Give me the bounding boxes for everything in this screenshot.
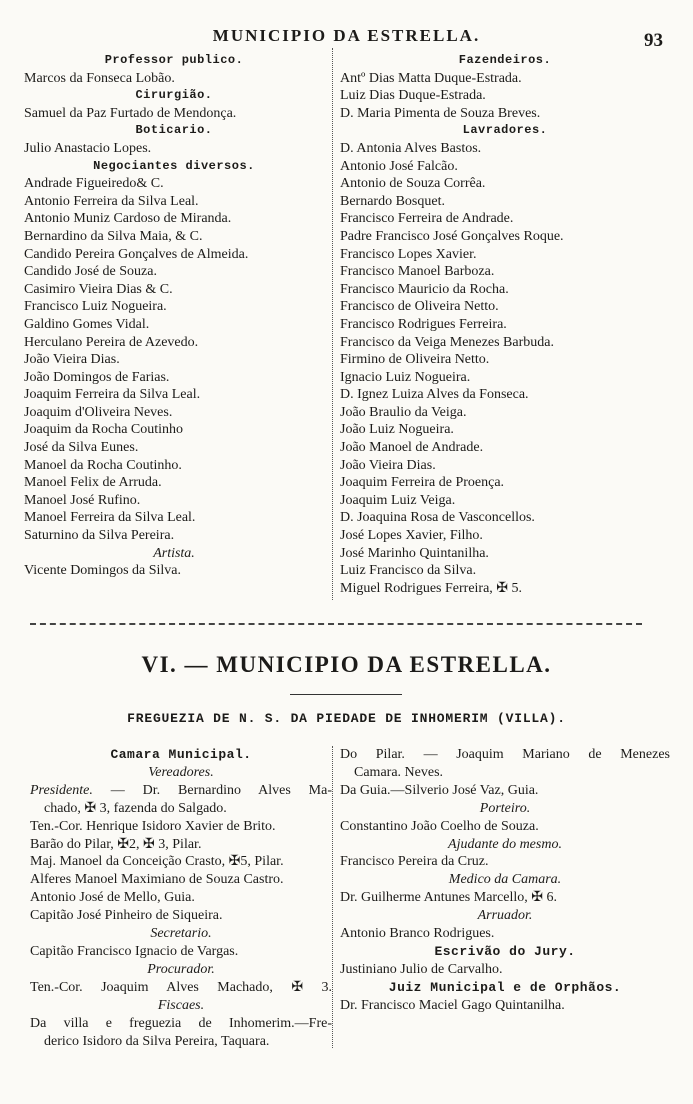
entry-text: Do Pilar. — Joaquim Mariano de Menezes [340, 747, 670, 762]
list-entry: D. Antonia Alves Bastos. [340, 140, 482, 156]
list-entry: D. Ignez Luiza Alves da Fonseca. [340, 387, 529, 403]
list-entry: Francisco Pereira da Cruz. [340, 854, 489, 870]
list-entry: João Vieira Dias. [24, 352, 120, 368]
list-entry: Antonio Ferreira da Silva Leal. [24, 193, 199, 209]
list-entry [30, 979, 332, 997]
list-entry: Joaquim da Rocha Coutinho [24, 422, 184, 438]
list-entry: Manoel Ferreira da Silva Leal. [24, 510, 196, 526]
top-right-column [340, 52, 670, 597]
list-entry: Firmino de Oliveira Netto. [340, 352, 490, 368]
list-entry: Antonio de Souza Corrêa. [340, 176, 486, 192]
list-entry: Justiniano Julio de Carvalho. [340, 961, 503, 977]
list-entry: Francisco de Oliveira Netto. [340, 299, 499, 315]
list-entry [340, 746, 670, 764]
list-entry: Capitão José Pinheiro de Siqueira. [30, 908, 223, 924]
list-entry: João Manoel de Andrade. [340, 440, 484, 456]
list-entry: Da Guia.—Silverio José Vaz, Guia. [340, 782, 539, 798]
list-entry: Casimiro Vieira Dias & C. [24, 281, 173, 297]
title-underline [290, 694, 402, 695]
list-entry: Galdino Gomes Vidal. [24, 316, 150, 332]
list-entry: Barão do Pilar, ✠2, ✠ 3, Pilar. [30, 836, 202, 852]
entry-text: — Dr. Bernardino Alves Ma- [92, 782, 332, 798]
list-entry: Constantino João Coelho de Souza. [340, 818, 539, 834]
list-entry: José Lopes Xavier, Filho. [340, 528, 483, 544]
role-heading: Arruador. [477, 908, 533, 924]
section-heading: Camara Municipal. [110, 747, 252, 762]
page-number: 93 [644, 30, 663, 51]
list-entry: Antonio Muniz Cardoso de Miranda. [24, 211, 232, 227]
list-entry: Marcos da Fonseca Lobão. [24, 70, 175, 86]
bottom-left-column [30, 746, 332, 1050]
section-title: VI. — MUNICIPIO DA ESTRELLA. [141, 652, 552, 677]
list-entry: Francisco Lopes Xavier. [340, 246, 477, 262]
section-heading: Negociantes diversos. [93, 158, 255, 173]
list-entry: Francisco Luiz Nogueira. [24, 299, 167, 315]
list-entry: Andrade Figueiredo& C. [24, 176, 164, 192]
list-entry-continuation: derico Isidoro da Silva Pereira, Taquara. [44, 1033, 270, 1049]
role-heading: Ajudante do mesmo. [448, 836, 562, 852]
list-entry: Francisco da Veiga Menezes Barbuda. [340, 334, 554, 350]
list-entry: Candido José de Souza. [24, 264, 157, 280]
list-entry: Ignacio Luiz Nogueira. [340, 369, 471, 385]
list-entry: Antonio Branco Rodrigues. [340, 926, 495, 942]
list-entry: Antonio José de Mello, Guia. [30, 890, 195, 906]
list-entry: Joaquim Luiz Veiga. [340, 492, 456, 508]
list-entry: Luiz Francisco da Silva. [340, 563, 477, 579]
section-heading: Fazendeiros. [458, 53, 552, 67]
section-heading: Lavradores. [462, 123, 548, 138]
section-heading: Escrivão do Jury. [434, 943, 576, 959]
entry-text: Ten.-Cor. Joaquim Alves Machado, ✠ 3. [30, 979, 332, 995]
list-entry: Joaquim Ferreira de Proença. [340, 475, 505, 491]
list-entry: Herculano Pereira de Azevedo. [24, 334, 199, 350]
role-heading: Procurador. [147, 961, 215, 977]
list-entry: João Luiz Nogueira. [340, 422, 454, 438]
list-entry: Francisco Ferreira de Andrade. [340, 211, 514, 227]
list-entry: Bernardino da Silva Maia, & C. [24, 228, 203, 244]
role-heading: Artista. [153, 545, 195, 561]
list-entry-continuation: Camara. Neves. [354, 764, 444, 780]
list-entry: Bernardo Bosquet. [340, 193, 445, 209]
list-entry: João Braulio da Veiga. [340, 404, 467, 420]
list-entry [30, 782, 332, 800]
list-entry: Antº Dias Matta Duque-Estrada. [340, 70, 522, 86]
list-entry: Francisco Manoel Barboza. [340, 264, 495, 280]
list-entry: Francisco Rodrigues Ferreira. [340, 316, 507, 332]
list-entry: Manoel José Rufino. [24, 492, 141, 508]
list-entry: Dr. Francisco Maciel Gago Quintanilha. [340, 997, 565, 1013]
list-entry: João Domingos de Farias. [24, 369, 170, 385]
list-entry: Samuel da Paz Furtado de Mendonça. [24, 105, 237, 121]
section-heading: Professor publico. [104, 53, 244, 67]
bottom-right-column [340, 746, 670, 1015]
list-entry: Francisco Mauricio da Rocha. [340, 281, 509, 297]
running-head: MUNICIPIO DA ESTRELLA. [212, 26, 481, 45]
list-entry: Vicente Domingos da Silva. [24, 563, 182, 579]
list-entry: Luiz Dias Duque-Estrada. [340, 88, 486, 104]
list-entry: Julio Anastacio Lopes. [24, 140, 152, 156]
list-entry: Joaquim Ferreira da Silva Leal. [24, 387, 201, 403]
role-heading: Secretario. [150, 926, 212, 942]
list-entry: Joaquim d'Oliveira Neves. [24, 404, 173, 420]
entry-role: Presidente. [30, 782, 93, 798]
list-entry: Padre Francisco José Gonçalves Roque. [340, 228, 564, 244]
role-heading: Medico da Camara. [448, 872, 562, 888]
list-entry-continuation: chado, ✠ 3, fazenda do Salgado. [44, 800, 227, 816]
list-entry: José Marinho Quintanilha. [340, 545, 489, 561]
entry-text: Da villa e freguezia de Inhomerim.—Fre- [30, 1015, 332, 1031]
role-heading: Vereadores. [148, 764, 214, 780]
list-entry: Antonio José Falcão. [340, 158, 458, 174]
parish-title: FREGUEZIA DE N. S. DA PIEDADE DE INHOMERIM (VILLA). [127, 711, 566, 726]
role-heading: Fiscaes. [157, 997, 205, 1013]
list-entry: José da Silva Eunes. [24, 440, 139, 456]
list-entry: D. Maria Pimenta de Souza Breves. [340, 105, 541, 121]
section-heading: Boticario. [135, 123, 213, 138]
role-heading: Porteiro. [479, 800, 531, 816]
list-entry: Ten.-Cor. Henrique Isidoro Xavier de Brito. [30, 818, 276, 834]
column-divider-bottom [332, 746, 333, 1048]
list-entry: Candido Pereira Gonçalves de Almeida. [24, 246, 249, 262]
list-entry: Maj. Manoel da Conceição Crasto, ✠5, Pilar. [30, 854, 284, 870]
list-entry: Alferes Manoel Maximiano de Souza Castro. [30, 872, 284, 888]
list-entry [30, 1015, 332, 1033]
section-heading: Juiz Municipal e de Orphãos. [388, 979, 622, 995]
column-divider-top [332, 48, 333, 600]
list-entry: Capitão Francisco Ignacio de Vargas. [30, 943, 239, 959]
list-entry: Manoel da Rocha Coutinho. [24, 457, 182, 473]
section-separator [30, 623, 642, 625]
list-entry: Saturnino da Silva Pereira. [24, 528, 175, 544]
list-entry: João Vieira Dias. [340, 457, 436, 473]
list-entry: Miguel Rodrigues Ferreira, ✠ 5. [340, 580, 523, 596]
top-left-column [24, 52, 324, 580]
section-heading: Cirurgião. [135, 88, 213, 103]
list-entry: D. Joaquina Rosa de Vasconcellos. [340, 510, 535, 526]
list-entry: Dr. Guilherme Antunes Marcello, ✠ 6. [340, 890, 558, 906]
list-entry: Manoel Felix de Arruda. [24, 475, 162, 491]
